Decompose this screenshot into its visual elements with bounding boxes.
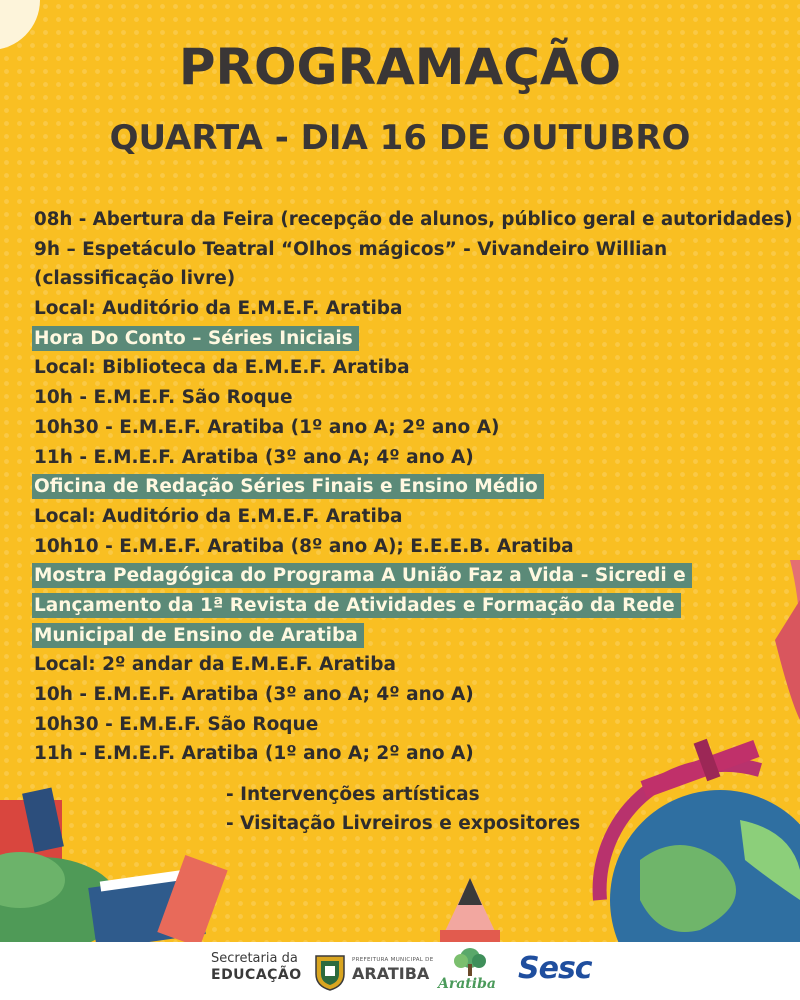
highlight-text: Mostra Pedagógica do Programa A União Faz a Vida - Sicredi e [32,563,692,588]
schedule-text: 10h30 - E.M.E.F. São Roque [34,713,319,735]
schedule-text: 10h10 - E.M.E.F. Aratiba (8º ano A); E.E.E.B. Aratiba [34,535,574,557]
page-subtitle: QUARTA - DIA 16 DE OUTUBRO [109,118,691,158]
footer-logos [0,942,800,1000]
sesc-logo: Sesc [518,951,592,986]
schedule-text: 11h - E.M.E.F. Aratiba (3º ano A; 4º ano A) [34,446,474,468]
globe-illustration [600,739,800,942]
schedule-text: Local: Biblioteca da E.M.E.F. Aratiba [34,357,410,379]
highlight-text: Lançamento da 1ª Revista de Atividades e Formação da Rede [32,593,681,618]
schedule-text: 11h - E.M.E.F. Aratiba (1º ano A; 2º ano A) [34,743,474,765]
prefeitura-small-text: PREFEITURA MUNICIPAL DE [352,957,434,963]
extra-item: - Visitação Livreiros e expositores [226,813,581,834]
tree-logo-icon [450,946,490,978]
page-title: PROGRAMAÇÃO [178,38,622,96]
books-illustration [0,788,228,942]
right-edge-decoration [775,560,800,720]
schedule-text: 08h - Abertura da Feira (recepção de alunos, público geral e autoridades) [34,209,793,230]
schedule-text: 10h30 - E.M.E.F. Aratiba (1º ano A; 2º ano A) [34,416,500,438]
schedule-text: Local: Auditório da E.M.E.F. Aratiba [34,505,403,527]
secretaria-line1: Secretaria da [211,951,298,966]
highlight-text: Oficina de Redação Séries Finais e Ensino Médio [32,474,544,499]
schedule-text: 10h - E.M.E.F. São Roque [34,387,293,409]
highlight-text: Hora Do Conto – Séries Iniciais [32,326,359,351]
schedule-text: 10h - E.M.E.F. Aratiba (3º ano A; 4º ano A) [34,684,474,705]
coat-of-arms-icon [313,952,347,992]
prefeitura-name: ARATIBA [352,964,430,983]
schedule-text: (classificação livre) [34,268,236,290]
schedule-text: 9h – Espetáculo Teatral “Olhos mágicos” - Vivandeiro Willian [34,238,668,260]
secretaria-line2: EDUCAÇÃO [211,967,302,983]
schedule-text: Local: Auditório da E.M.E.F. Aratiba [34,298,403,320]
aratiba-logo-text: Aratiba [438,976,496,992]
pencil-illustration [440,878,500,942]
highlight-text: Municipal de Ensino de Aratiba [32,623,364,648]
schedule-text: Local: 2º andar da E.M.E.F. Aratiba [34,654,396,676]
extra-item: - Intervenções artísticas [226,784,480,805]
